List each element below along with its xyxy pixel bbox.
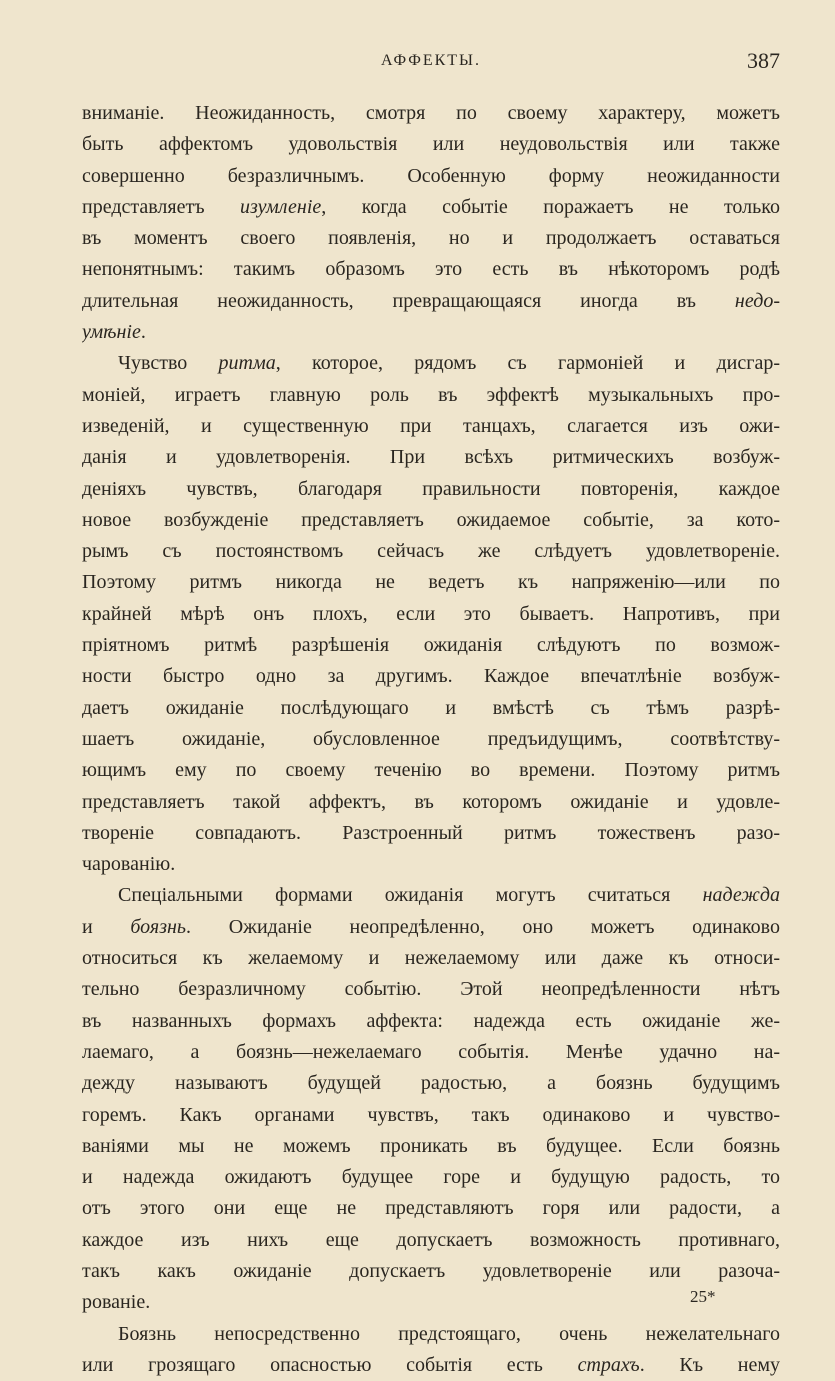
text-line <box>82 348 780 379</box>
text-run: данія и удовлетворенія. При всѣхъ ритмическихъ возбуж- <box>82 446 780 469</box>
italic-term: надежда <box>702 884 780 907</box>
text-line <box>82 849 780 880</box>
text-run: горемъ. Какъ органами чувствъ, такъ одинаково и чувство- <box>82 1103 780 1126</box>
italic-term: ритма <box>218 352 276 375</box>
text-run: тельно безразличному событію. Этой неопредѣленности нѣтъ <box>82 978 780 1001</box>
text-run: рованіе. <box>82 1291 151 1314</box>
text-run: въ моментъ своего появленія, но и продолжаетъ оставаться <box>82 227 780 250</box>
text-line <box>82 1131 780 1162</box>
text-line <box>82 943 780 974</box>
text-run: ности быстро одно за другимъ. Каждое впечатлѣніе возбуж- <box>82 665 780 688</box>
text-run: длительная неожиданность, превращающаяся иногда въ <box>82 289 735 312</box>
text-line <box>82 536 780 567</box>
text-line <box>82 505 780 536</box>
text-line <box>82 1287 780 1318</box>
text-run: Боязнь непосредственно предстоящаго, очень нежелательнаго <box>118 1322 780 1345</box>
text-line <box>82 661 780 692</box>
text-run: твореніе совпадаютъ. Разстроенный ритмъ тожественъ разо- <box>82 821 780 844</box>
text-line <box>82 442 780 473</box>
text-line <box>82 1256 780 1287</box>
running-title: АФФЕКТЫ. <box>381 52 481 69</box>
text-line <box>82 755 780 786</box>
text-run: ющимъ ему по своему теченію во времени. Поэтому ритмъ <box>82 759 780 782</box>
text-run: . Къ нему <box>639 1353 780 1376</box>
text-line <box>82 818 780 849</box>
text-line <box>82 380 780 411</box>
text-run: и <box>82 915 131 938</box>
text-run: деніяхъ чувствъ, благодаря правильности повторенія, каждое <box>82 477 780 500</box>
text-line <box>82 724 780 755</box>
text-run: . <box>140 321 146 344</box>
text-line <box>82 98 780 129</box>
text-line <box>82 880 780 911</box>
text-line <box>82 567 780 598</box>
text-run: дежду называютъ будущей радостью, а боязнь будущимъ <box>82 1072 780 1095</box>
text-run: даетъ ожиданіе послѣдующаго и вмѣстѣ съ тѣмъ разрѣ- <box>82 696 780 719</box>
text-line <box>82 1193 780 1224</box>
text-run: пріятномъ ритмѣ разрѣшенія ожиданія слѣдуютъ по возмож- <box>82 634 780 657</box>
paragraph <box>82 880 780 1318</box>
text-line <box>82 1100 780 1131</box>
text-run: непонятнымъ: такимъ образомъ это есть въ нѣкоторомъ родѣ <box>82 258 780 281</box>
text-run: новое возбужденіе представляетъ ожидаемое событіе, за кото- <box>82 508 780 531</box>
text-line <box>82 129 780 160</box>
text-line <box>82 630 780 661</box>
text-run: такъ какъ ожиданіе допускаетъ удовлетвореніе или разоча- <box>82 1259 780 1282</box>
text-run: крайней мѣрѣ онъ плохъ, если это бываетъ. Напротивъ, при <box>82 602 780 625</box>
text-run: отъ этого они еще не представляютъ горя или радости, а <box>82 1197 780 1220</box>
italic-term: недо- <box>734 289 780 312</box>
text-line <box>82 1006 780 1037</box>
text-run: , когда событіе поражаетъ не только <box>321 195 780 218</box>
text-line <box>82 1319 780 1350</box>
text-run: совершенно безразличнымъ. Особенную форму неожиданности <box>82 164 780 187</box>
text-line <box>82 1068 780 1099</box>
text-line <box>82 254 780 285</box>
text-run: , которое, рядомъ съ гармоніей и дисгар- <box>275 352 780 375</box>
text-line <box>82 787 780 818</box>
running-head <box>82 48 780 78</box>
text-run: или грозящаго опасностью событія есть <box>82 1353 578 1376</box>
text-line <box>82 286 780 317</box>
text-run: лаемаго, а боязнь—нежелаемаго событія. Менѣе удачно на- <box>82 1040 780 1063</box>
body-text <box>82 98 780 1381</box>
text-run: Поэтому ритмъ никогда не ведетъ къ напряженію—или по <box>82 571 780 594</box>
text-run: Чувство <box>118 352 219 375</box>
text-run: представляетъ такой аффектъ, въ которомъ ожиданіе и удовле- <box>82 790 780 813</box>
paragraph <box>82 348 780 880</box>
text-line <box>82 411 780 442</box>
paragraph <box>82 98 780 348</box>
text-run: шаетъ ожиданіе, обусловленное предъидущимъ, соотвѣтству- <box>82 727 780 750</box>
text-line <box>82 1350 780 1381</box>
printer-signature: 25* <box>690 1287 716 1306</box>
text-line <box>82 474 780 505</box>
text-line <box>82 1037 780 1068</box>
text-line <box>82 1162 780 1193</box>
italic-term: боязнь <box>130 915 187 938</box>
text-run: представляетъ <box>82 195 240 218</box>
text-line <box>82 192 780 223</box>
italic-term: умѣніе <box>82 321 141 344</box>
text-run: . Ожиданіе неопредѣленно, оно можетъ одинаково <box>186 915 780 938</box>
text-line <box>82 161 780 192</box>
text-line <box>82 599 780 630</box>
text-run: Спеціальными формами ожиданія могутъ считаться <box>118 884 703 907</box>
text-run: каждое изъ нихъ еще допускаетъ возможность противнаго, <box>82 1228 780 1251</box>
text-run: чарованію. <box>82 853 176 876</box>
text-line <box>82 693 780 724</box>
text-run: вниманіе. Неожиданность, смотря по своему характеру, можетъ <box>82 102 780 124</box>
text-run: изведеній, и существенную при танцахъ, слагается изъ ожи- <box>82 414 780 437</box>
text-run: относиться къ желаемому и нежелаемому или даже къ относи- <box>82 947 780 970</box>
text-run: и надежда ожидаютъ будущее горе и будущую радость, то <box>82 1166 780 1189</box>
text-line <box>82 223 780 254</box>
text-line <box>82 974 780 1005</box>
italic-term: изумленіе <box>240 195 322 218</box>
text-run: ваніями мы не можемъ проникать въ будущее. Если боязнь <box>82 1134 780 1157</box>
text-run: въ названныхъ формахъ аффекта: надежда есть ожиданіе же- <box>82 1009 780 1032</box>
text-line <box>82 1225 780 1256</box>
page-number: 387 <box>747 48 780 73</box>
text-line <box>82 912 780 943</box>
text-run: быть аффектомъ удовольствія или неудовольствія или также <box>82 133 780 156</box>
text-run: рымъ съ постоянствомъ сейчасъ же слѣдуетъ удовлетвореніе. <box>82 540 780 563</box>
text-line <box>82 317 780 348</box>
italic-term: страхъ <box>577 1353 640 1376</box>
text-run: моніей, играетъ главную роль въ эффектѣ музыкальныхъ про- <box>82 383 780 406</box>
